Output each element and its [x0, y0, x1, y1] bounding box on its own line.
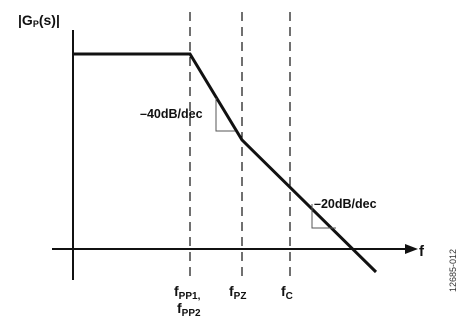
x-axis-label: f [419, 243, 424, 260]
shallow-slope-label: –20dB/dec [314, 197, 377, 211]
x-axis-arrowhead [405, 244, 418, 254]
fpz-label: $f_{PZ}$ [229, 283, 247, 302]
magnitude-curve [73, 54, 376, 272]
figure-id: 12685-012 [448, 248, 458, 292]
fc-label: $f_C$ [281, 283, 293, 302]
fpp1-label: $f_{PP1,}$ [174, 283, 201, 302]
y-axis-label: |GP(s)| [18, 12, 60, 29]
steep-slope-label: –40dB/dec [140, 107, 203, 121]
fpp2-label: $f_{PP2}$ [177, 300, 201, 319]
